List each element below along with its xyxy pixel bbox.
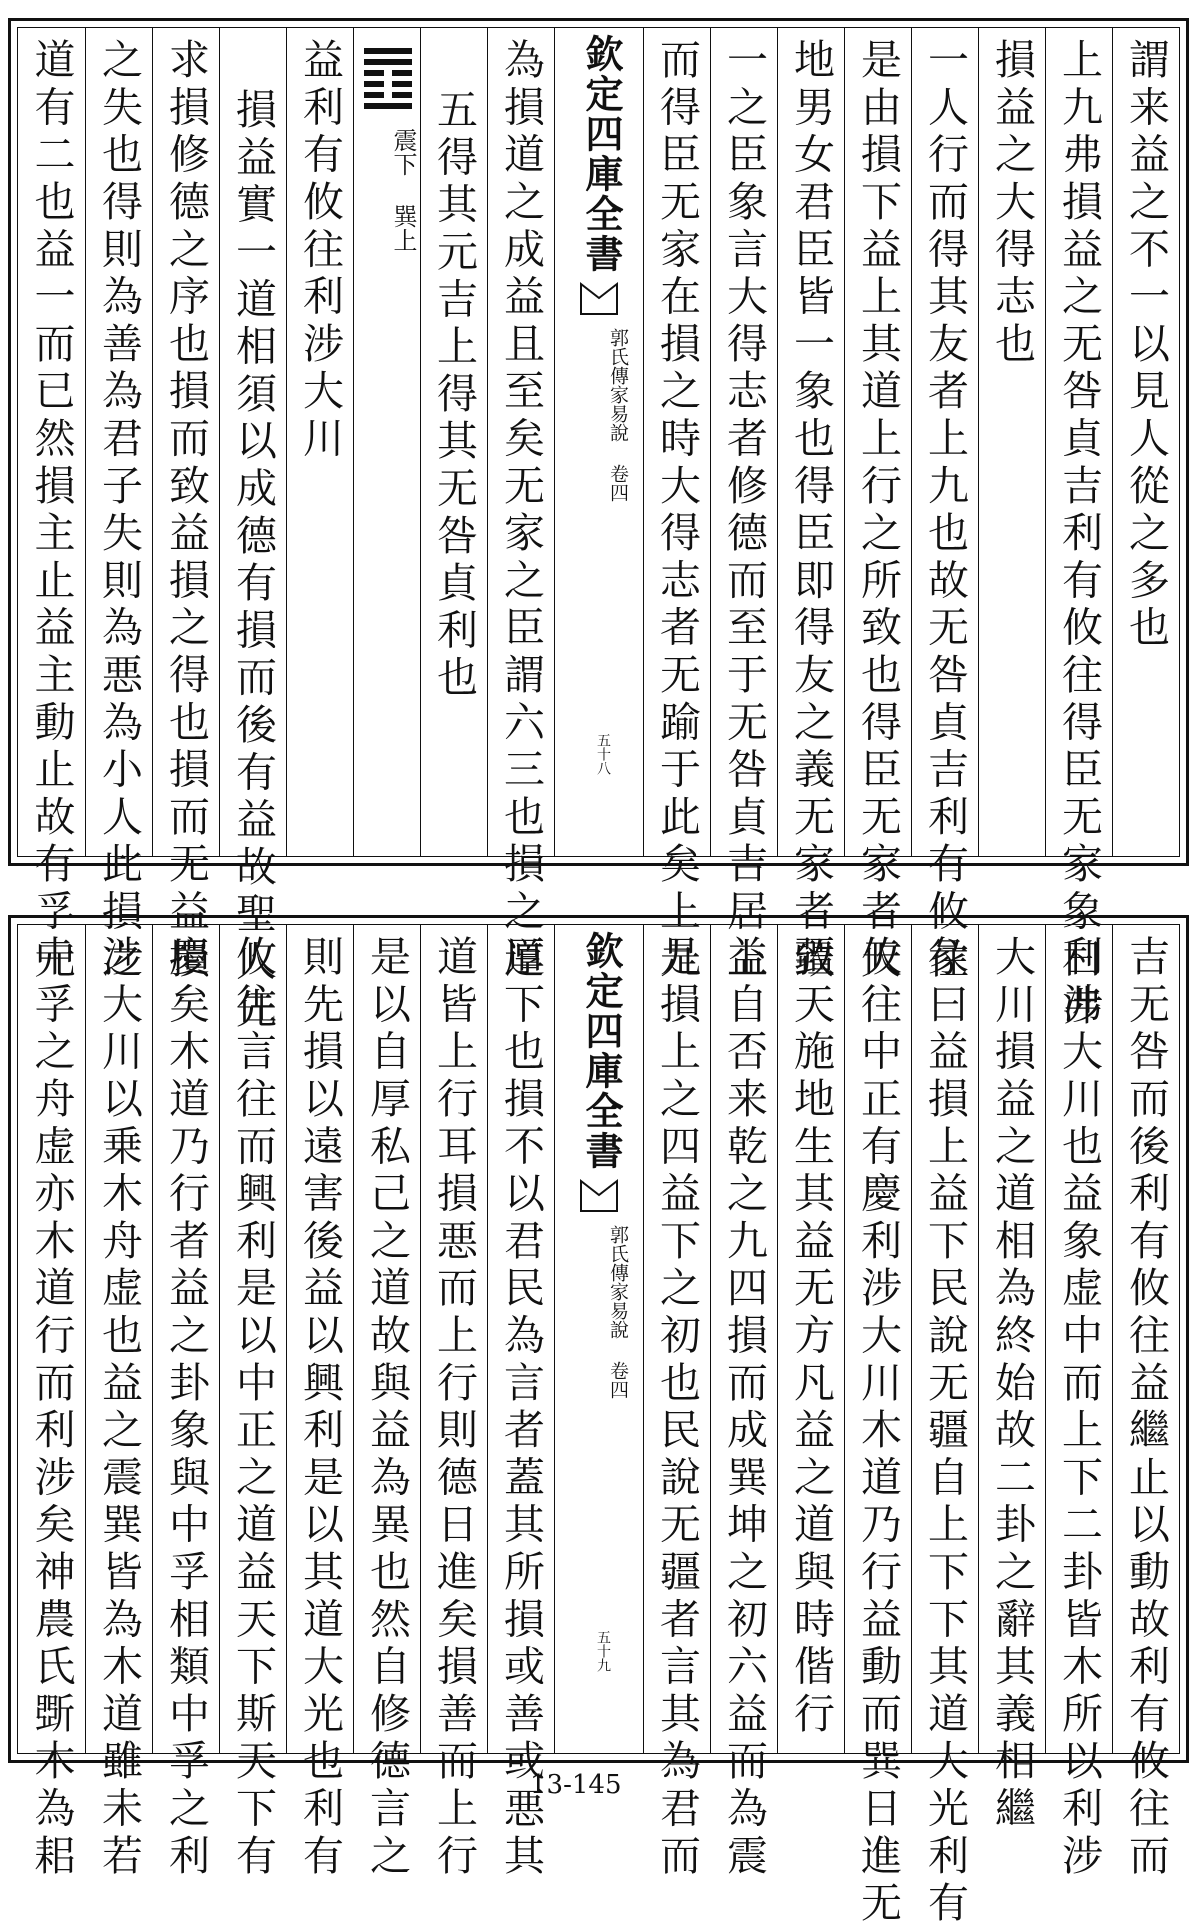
text-column	[85, 28, 152, 984]
text-column	[1045, 28, 1112, 1032]
column-text: 厚下也損不以君民為言者蓋其所損或善或悪其	[497, 935, 545, 1881]
column-text: 為損道之成益且至矣无家之臣謂六三也損之道	[497, 38, 545, 984]
text-column	[777, 925, 844, 1753]
text-column	[18, 28, 85, 984]
column-text: 則先損以遠害後益以興利是以其道大光也利有	[296, 935, 344, 1881]
fishtail-ornament-icon	[579, 278, 619, 318]
column-text: 上九弗損益之无咎貞吉利有攸往得臣无家象曰弗	[1055, 38, 1103, 1032]
column-text: 是以自厚私己之道故與益為異也然自修德言之	[363, 935, 411, 1881]
column-text: 是由損下益上其道上行之所致也得臣无家者天	[854, 38, 902, 984]
text-column	[710, 28, 777, 984]
text-column	[643, 925, 710, 1881]
fishtail-ornament-icon	[579, 1175, 619, 1215]
column-text: 道有二也益一而已然損主止益主動止故有孚元	[27, 38, 76, 984]
text-column	[487, 925, 554, 1881]
column-text: 攸往中正有慶利涉大川木道乃行益動而巽日進无	[854, 935, 902, 1928]
text-column	[353, 925, 420, 1881]
text-column	[18, 925, 85, 1881]
text-column	[286, 28, 353, 856]
trigram-labels	[358, 128, 418, 252]
column-text: 利涉大川也益象虚中而上下二卦皆木所以利涉	[1055, 935, 1103, 1881]
column-text: 五得其元吉上得其无咎貞利也	[430, 88, 478, 703]
chapter-title: 郭氏傳家易說 卷四	[607, 328, 629, 502]
text-column	[152, 925, 219, 1881]
page-footer-number: 13-145	[530, 1770, 622, 1800]
column-text: 道皆上行耳損悪而上行則德日進矣損善而上行	[430, 935, 478, 1881]
column-text: 攸往言往而興利是以中正之道益天下斯天下有	[229, 935, 277, 1881]
text-column	[978, 925, 1045, 1834]
text-column	[219, 925, 286, 1881]
column-text: 疆天施地生其益无方凡益之道與時偕行	[787, 935, 835, 1740]
column-text: 大川損益之道相為終始故二卦之辭其義相繼	[988, 935, 1036, 1834]
fold-column	[554, 925, 643, 1753]
column-text: 益自否来乾之九四損而成巽坤之初六益而為震	[720, 935, 768, 1881]
text-column	[487, 28, 554, 984]
top-page-frame	[17, 27, 1180, 1034]
column-text: 涉大川以乗木舟虚也益之震巽皆為木道雖未若	[95, 935, 143, 1881]
column-text: 損益之大得志也	[988, 38, 1036, 370]
text-column	[777, 28, 844, 984]
text-column	[420, 28, 487, 856]
column-text: 彖曰益損上益下民說无疆自上下下其道大光利有	[921, 935, 969, 1928]
hexagram-column	[353, 28, 420, 856]
text-column	[911, 28, 978, 984]
text-column	[420, 925, 487, 1881]
column-text: 吉无咎而後利有攸往益繼止以動故利有攸往而	[1122, 935, 1170, 1881]
column-text: 地男女君臣皆一象也得臣即得友之義无家者致	[787, 38, 835, 984]
text-column	[219, 28, 286, 1034]
text-column	[911, 925, 978, 1928]
upper-trigram: 巽上	[389, 204, 417, 252]
book-title: 欽定四庫全書	[579, 931, 624, 1171]
column-text: 而得臣无家在損之時大得志者无踰于此矣上九	[653, 38, 701, 984]
text-column	[152, 28, 219, 984]
text-column	[844, 925, 911, 1928]
text-column	[978, 28, 1045, 856]
column-text: 之失也得則為善為君子失則為悪為小人此損之	[95, 38, 143, 984]
column-text: 慶矣木道乃行者益之卦象與中孚相類中孚之利	[162, 935, 210, 1881]
column-text: 求損修德之序也損而致益損之得也損而无益損	[162, 38, 210, 984]
column-text: 益利有攸往利涉大川	[296, 38, 344, 464]
column-text: 一之臣象言大得志者修德而至于无咎貞吉居上	[720, 38, 768, 984]
fold-column	[554, 28, 643, 856]
column-text: 中孚之舟虚亦木道行而利涉矣神農氏斲木為耜	[27, 935, 76, 1881]
column-text: 謂来益之不一以見人從之多也	[1122, 38, 1170, 653]
page-number: 五十八	[595, 733, 611, 775]
book-title: 欽定四庫全書	[579, 34, 624, 274]
text-column	[710, 925, 777, 1881]
page-number: 五十九	[595, 1630, 611, 1672]
column-text: 損益實一道相須以成德有損而後有益故聖人先	[229, 88, 277, 1034]
column-text: 一人行而得其友者上九也故无咎貞吉利有攸往	[921, 38, 969, 984]
text-column	[286, 925, 353, 1881]
lower-trigram: 震下	[389, 128, 417, 176]
text-column	[844, 28, 911, 984]
chapter-title: 郭氏傳家易說 卷四	[607, 1225, 629, 1399]
top-page	[8, 18, 1189, 1034]
column-text: 是損上之四益下之初也民說无疆者言其為君而	[653, 935, 701, 1881]
text-column	[1045, 925, 1112, 1881]
text-column	[643, 28, 710, 984]
hexagram-yi-icon	[364, 48, 412, 114]
text-column	[1112, 925, 1179, 1881]
text-column	[1112, 28, 1179, 856]
text-column	[85, 925, 152, 1881]
